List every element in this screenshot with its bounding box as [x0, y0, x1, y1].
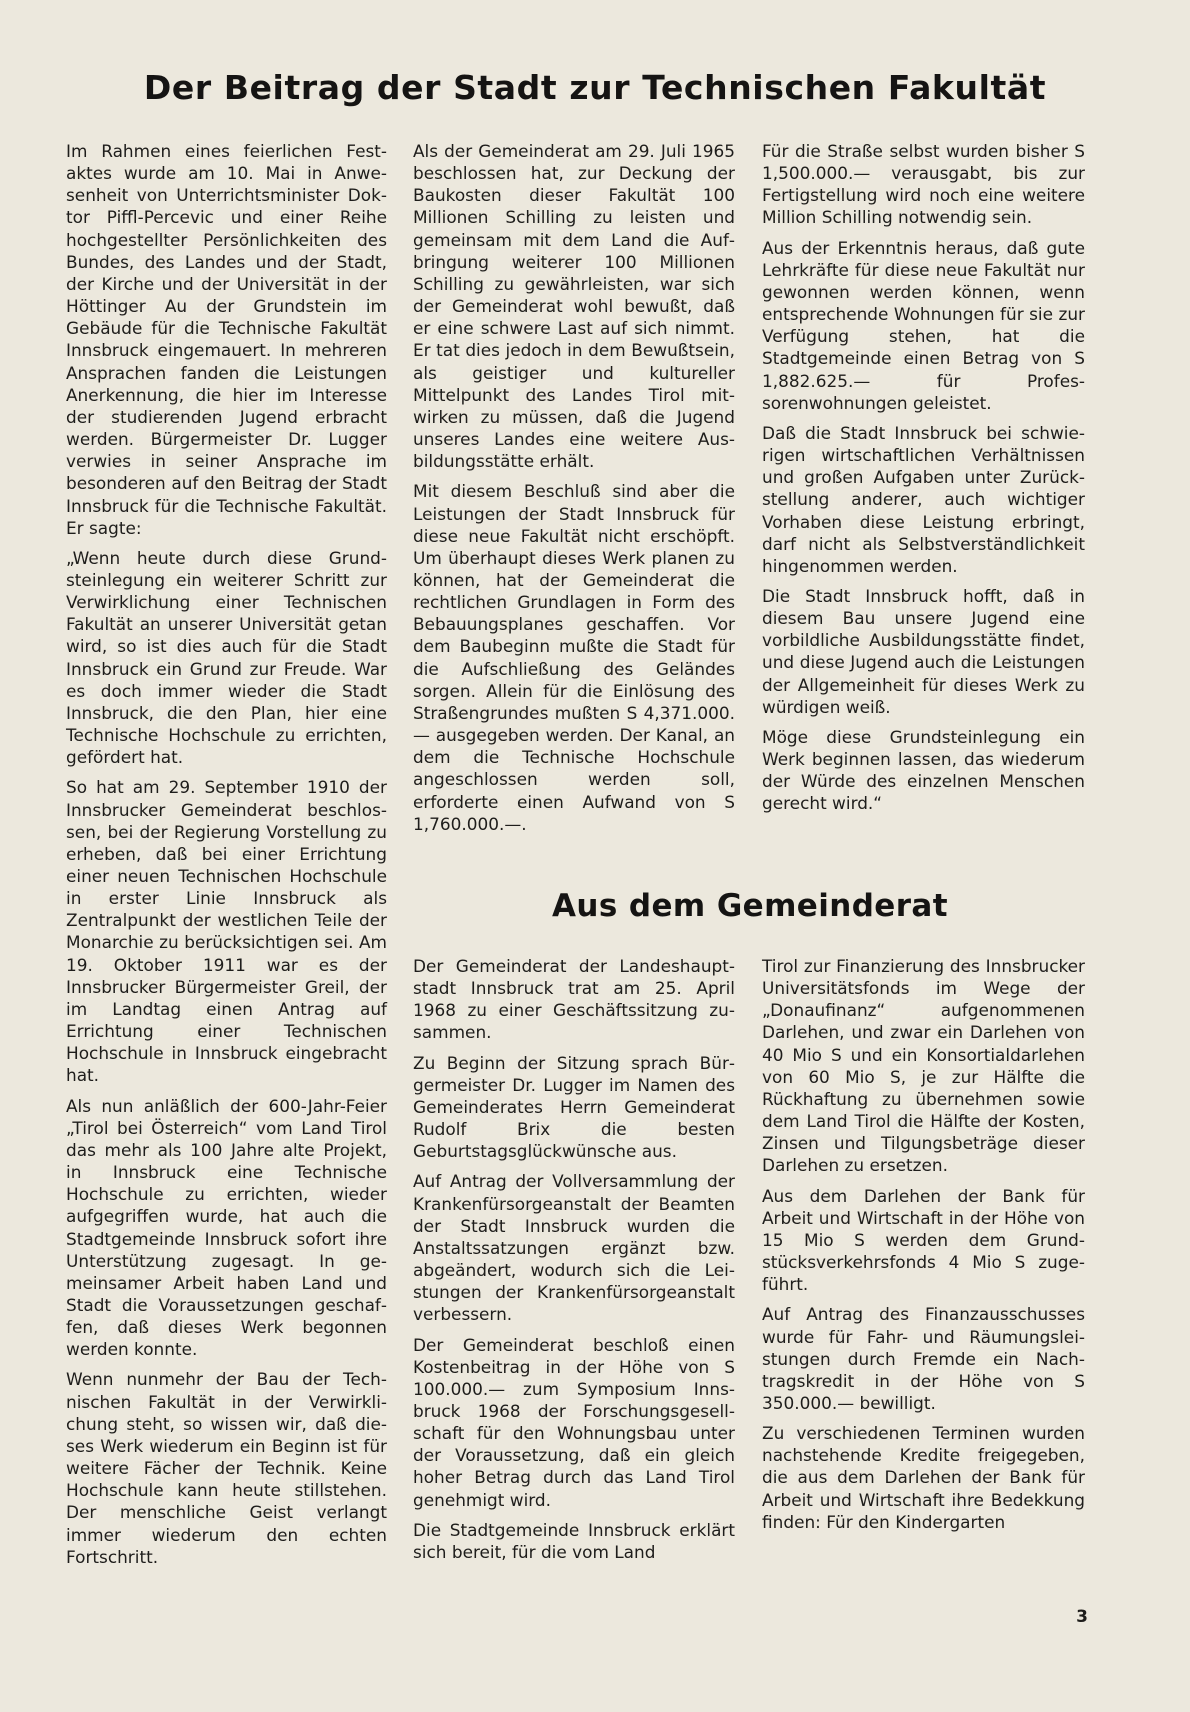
article-paragraph: Möge diese Grundsteinlegung ein Werk beginnen lassen, das wiederum der Würde des einzelnen Menschen gerecht wird.“ [762, 726, 1085, 814]
article-paragraph: So hat am 29. September 1910 der Innsbrucker Gemeinderat beschlossen, bei der Regierung Vorstellung zu erheben, daß bei einer Errichtung einer neuen Technischen Hochschule in erster Linie Innsbruck als Zentralpunkt der westlichen Teile der Monarchie zu berücksichtigen sei. Am 19. Oktober 1911 war es der Innsbrucker Bürgermeister Greil, der im Landtag einen Antrag auf Errichtung einer Technischen Hochschule in Innsbruck eingebracht hat. [66, 777, 387, 1086]
section-paragraph: Aus dem Darlehen der Bank für Arbeit und Wirtschaft in der Höhe von 15 Mio S werden dem Grundstücksverkehrsfonds 4 Mio S zugeführt. [762, 1185, 1085, 1295]
section-paragraph: Der Gemeinderat beschloß einen Kostenbeitrag in der Höhe von S 100.000.— zum Symposium Innsbruck 1968 der Forschungsgesellschaft für den Wohnungsbau unter der Voraussetzung, daß ein gleich hoher Betrag durch das Land Tirol genehmigt wird. [413, 1334, 735, 1510]
section-paragraph: Auf Antrag der Vollversammlung der Krankenfürsorgeanstalt der Beamten der Stadt Innsbruck wurden die Anstaltssatzungen ergänzt bzw. abgeändert, wodurch sich die Leistungen der Krankenfürsorgeanstalt verbessern. [413, 1171, 735, 1325]
section-paragraph: Auf Antrag des Finanzausschusses wurde für Fahr- und Räumungsleistungen durch Fremde ein Nachtragskredit in der Höhe von S 350.000.— bewilligt. [762, 1304, 1085, 1413]
article-paragraph: Wenn nunmehr der Bau der Technischen Fakultät in der Verwirklichung steht, so wissen wir, daß dieses Werk wiederum ein Beginn ist für weitere Fächer der Technik. Keine Hochschule kann heute stillstehen. Der menschliche Geist verlangt immer wiederum den echten Fortschritt. [66, 1369, 387, 1567]
article-paragraph: Die Stadt Innsbruck hofft, daß in diesem Bau unsere Jugend eine vorbildliche Ausbildungsstätte findet, und diese Jugend auch die Leistungen der Allgemeinheit für dieses Werk zu würdigen weiß. [762, 585, 1085, 717]
section-paragraph: Der Gemeinderat der Landeshauptstadt Innsbruck trat am 25. April 1968 zu einer Geschäftssitzung zusammen. [413, 956, 735, 1043]
article-paragraph: Als der Gemeinderat am 29. Juli 1965 beschlossen hat, zur Deckung der Baukosten dieser Fakultät 100 Millionen Schilling zu leisten und gemeinsam mit dem Land die Aufbringung weiterer 100 Millionen Schilling zu gewährleisten, war sich der Gemeinderat wohl bewußt, daß er eine schwere Last auf sich nimmt. Er tat dies jedoch in dem Bewußtsein, als geistiger und kultureller Mittelpunkt des Landes Tirol mitwirken zu müssen, daß die Jugend unseres Landes eine weitere Ausbildungsstätte erhält. [413, 141, 735, 472]
article-title: Der Beitrag der Stadt zur Technischen Fakultät [143, 68, 1047, 107]
section-paragraph: Zu verschiedenen Terminen wurden nachstehende Kredite freigegeben, die aus dem Darlehen der Bank für Arbeit und Wirtschaft ihre Bedekkung finden: Für den Kindergarten [762, 1423, 1085, 1532]
article-column-1 [66, 140, 387, 1576]
section-paragraph: Zu Beginn der Sitzung sprach Bürgermeister Dr. Lugger im Namen des Gemeinderates Herrn Gemeinderat Rudolf Brix die besten Geburtstagsglückwünsche aus. [413, 1052, 735, 1162]
article-column-3 [762, 140, 1085, 823]
article-paragraph: Im Rahmen eines feierlichen Festaktes wurde am 10. Mai in Anwesenheit von Unterrichtsminister Doktor Piffl-Percevic und einer Reihe hochgestellter Persönlichkeiten des Bundes, des Landes und der Stadt, der Kirche und der Universität in der Höttinger Au der Grundstein im Gebäude für die Technische Fakultät Innsbruck eingemauert. In mehreren Ansprachen fanden die Leistungen Anerkennung, die hier im Interesse der studierenden Jugend erbracht werden. Bürgermeister Dr. Lugger verwies in seiner Ansprache im besonderen auf den Beitrag der Stadt Innsbruck für die Technische Fakultät. Er sagte: [66, 141, 387, 538]
article-paragraph: „Wenn heute durch diese Grundsteinlegung ein weiterer Schritt zur Verwirklichung einer Technischen Fakultät an unserer Universität getan wird, so ist dies auch für die Stadt Innsbruck ein Grund zur Freude. War es doch immer wieder die Stadt Innsbruck, die den Plan, hier eine Technische Hochschule zu errichten, gefördert hat. [66, 547, 387, 768]
section-column-2 [762, 955, 1085, 1541]
page-number: 3 [1076, 1607, 1088, 1627]
article-paragraph: Daß die Stadt Innsbruck bei schwierigen wirtschaftlichen Verhältnissen und großen Aufgaben unter Zurückstellung anderer, auch wichtiger Vorhaben diese Leistung erbringt, darf nicht als Selbstverständlichkeit hingenommen werden. [762, 422, 1085, 576]
article-paragraph: Als nun anläßlich der 600-Jahr-Feier „Tirol bei Österreich“ vom Land Tirol das mehr als 100 Jahre alte Projekt, in Innsbruck eine Technische Hochschule zu errichten, wieder aufgegriffen wurde, hat auch die Stadtgemeinde Innsbruck sofort ihre Unterstützung zugesagt. In gemeinsamer Arbeit haben Land und Stadt die Voraussetzungen geschaffen, daß dieses Werk begonnen werden konnte. [66, 1095, 387, 1360]
section-paragraph: Tirol zur Finanzierung des Innsbrucker Universitätsfonds im Wege der „Donaufinanz“ aufgenommenen Darlehen, und zwar ein Darlehen von 40 Mio S und ein Konsortialdarlehen von 60 Mio S, je zur Hälfte die Rückhaftung zu übernehmen sowie dem Land Tirol die Hälfte der Kosten, Zinsen und Tilgungsbeträge dieser Darlehen zu ersetzen. [762, 956, 1085, 1176]
section-column-1 [413, 955, 735, 1571]
article-column-2 [413, 140, 735, 843]
section-title: Aus dem Gemeinderat [552, 888, 948, 924]
article-paragraph: Mit diesem Beschluß sind aber die Leistungen der Stadt Innsbruck für diese neue Fakultät nicht erschöpft. Um überhaupt dieses Werk planen zu können, hat der Gemeinderat die rechtlichen Grundlagen in Form des Bebauungsplanes geschaffen. Vor dem Baubeginn mußte die Stadt für die Aufschließung des Geländes sorgen. Allein für die Einlösung des Straßengrundes mußten S 4,371.000.— ausgegeben werden. Der Kanal, an dem die Technische Hochschule angeschlossen werden soll, erforderte einen Aufwand von S 1,760.000.—. [413, 481, 735, 834]
article-paragraph: Für die Straße selbst wurden bisher S 1,500.000.— verausgabt, bis zur Fertigstellung wird noch eine weitere Million Schilling notwendig sein. [762, 141, 1085, 228]
section-paragraph: Die Stadtgemeinde Innsbruck erklärt sich bereit, für die vom Land [413, 1519, 735, 1562]
article-paragraph: Aus der Erkenntnis heraus, daß gute Lehrkräfte für diese neue Fakultät nur gewonnen werden können, wenn entsprechende Wohnungen für sie zur Verfügung stehen, hat die Stadtgemeinde einen Betrag von S 1,882.625.— für Professorenwohnungen geleistet. [762, 237, 1085, 413]
